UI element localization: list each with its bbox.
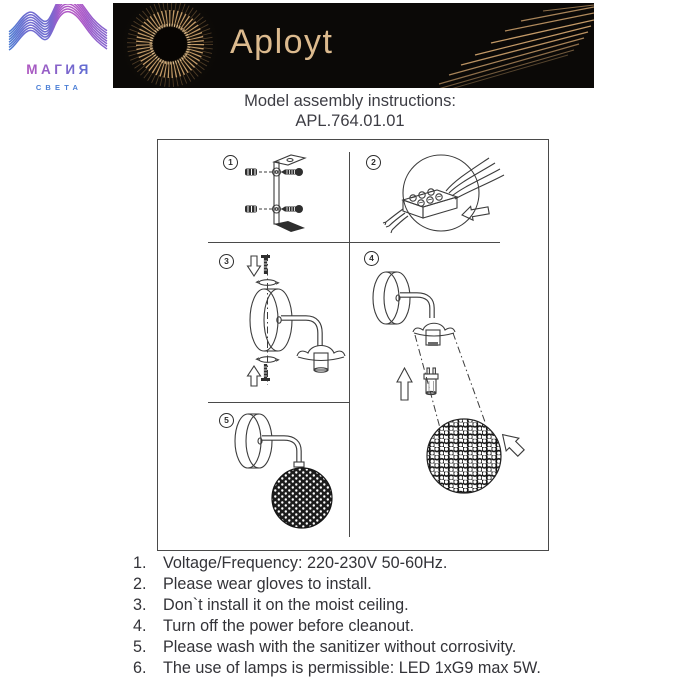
step-4-badge: 4: [364, 251, 379, 266]
shade-holder-icon: [413, 323, 455, 346]
title-line-2: APL.764.01.01: [295, 112, 405, 130]
instruction-item: [133, 616, 693, 637]
logo-subtitle: СВЕТА: [35, 83, 83, 92]
bottom-screw-icon: [261, 364, 270, 381]
crystal-sphere-shade-icon: [427, 419, 501, 493]
lamp-wires-icon: [383, 209, 408, 233]
step-4-illustration-shade-installation-icon: [349, 242, 548, 538]
wall-anchor-icon: [245, 169, 272, 213]
step-5-badge: 5: [219, 413, 234, 428]
title-line-1: Model assembly instructions:: [244, 92, 456, 110]
corner-rays-icon: [423, 5, 594, 88]
instruction-text: Turn off the power before cleanout.: [163, 617, 415, 635]
page-title: [0, 91, 700, 131]
instruction-text: Please wash with the sanitizer without corrosivity.: [163, 638, 517, 656]
step-3-badge: 3: [219, 254, 234, 269]
banner-brand-text: Aployt: [230, 23, 334, 61]
brand-logo: [6, 4, 112, 100]
step-2-illustration-wiring-detail-icon: [349, 152, 548, 242]
canopy-icon: [235, 414, 272, 468]
instruction-number: 3.: [133, 596, 147, 614]
insert-direction-arrow-icon: [461, 203, 490, 221]
instruction-number: 1.: [133, 554, 147, 572]
instruction-text: Don`t install it on the moist ceiling.: [163, 596, 409, 614]
up-arrow-icon: [248, 366, 261, 386]
logo-waves-icon: [6, 4, 112, 100]
instruction-item: [133, 658, 693, 679]
instruction-item: [133, 595, 693, 616]
step-3-illustration-canopy-fixing-icon: [158, 242, 349, 402]
step-5-illustration-assembled-lamp-icon: [158, 402, 349, 550]
assembly-diagram: [157, 139, 549, 551]
terminal-block-icon: [403, 189, 457, 218]
instruction-item: [133, 574, 693, 595]
instruction-text: Voltage/Frequency: 220-230V 50-60Hz.: [163, 554, 448, 572]
instruction-number: 5.: [133, 638, 147, 656]
instructions-list: [133, 553, 693, 679]
instruction-number: 6.: [133, 659, 147, 677]
logo-title: МАГИЯ: [26, 62, 92, 77]
top-screw-icon: [261, 255, 270, 274]
lamp-arm-icon: [281, 318, 320, 346]
instruction-text: Please wear gloves to install.: [163, 575, 372, 593]
step-1-badge: 1: [223, 155, 238, 170]
instruction-item: [133, 637, 693, 658]
instruction-item: [133, 553, 693, 574]
up-arrow-icon: [397, 368, 412, 400]
shade-holder-icon: [297, 346, 345, 373]
instruction-number: 4.: [133, 617, 147, 635]
sunburst-icon: [118, 3, 222, 88]
crystal-sphere-shade-icon: [272, 468, 332, 528]
brand-banner: [113, 3, 594, 88]
instruction-text: The use of lamps is permissible: LED 1xG9 max 5W.: [163, 659, 541, 677]
instruction-number: 2.: [133, 575, 147, 593]
shade-collar-icon: [294, 462, 304, 467]
step-1-illustration-mounting-bracket-icon: [158, 152, 349, 242]
banner-decor: [113, 3, 594, 88]
screw-icon: [281, 168, 303, 213]
g9-led-bulb-icon: [424, 368, 438, 395]
supply-wires-icon: [446, 158, 504, 199]
step-2-badge: 2: [366, 155, 381, 170]
canopy-icon: [373, 272, 410, 324]
down-arrow-icon: [248, 256, 261, 276]
